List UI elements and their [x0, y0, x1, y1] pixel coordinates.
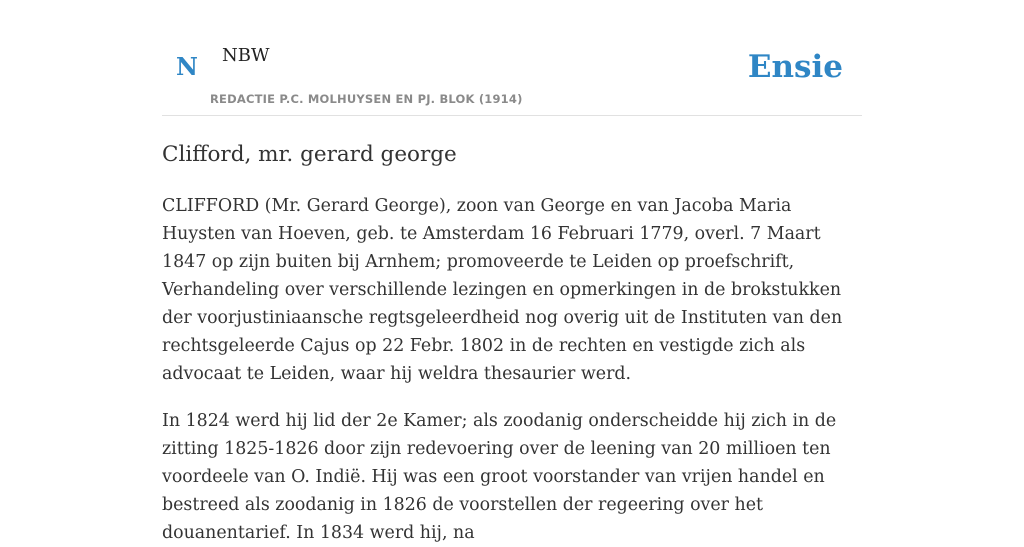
article-paragraph-2: In 1824 werd hij lid der 2e Kamer; als zoodanig onderscheidde hij zich in de zitting 1825-1826 door zijn redevoering over de leening van 20 millioen ten voordeele van O. Indië. Hij was een groot voorstander van vrijen handel en bestreed als zoodanig in 1826 de voorstellen der regeering over het douanentarief. In 1834 werd hij, na [162, 411, 837, 543]
article-paragraph-1: CLIFFORD (Mr. Gerard George), zoon van George en van Jacoba Maria Huysten van Hoeven, geb. te Amsterdam 16 Februari 1779, overl. 7 Maart 1847 op zijn buiten bij Arnhem; promoveerde te Leiden op proefschrift, Verhandeling over verschillende lezingen en opmerkingen in de brokstukken der voorjustiniaansche regtsgeleerdheid nog overig uit de Instituten van den rechtsgeleerde Cajus op 22 Febr. 1802 in de rechten en vestigde zich als advocaat te Leiden, waar hij weldra thesaurier werd. [162, 196, 843, 384]
page [162, 0, 862, 547]
page-title: Clifford, mr. gerard george [162, 142, 457, 167]
ensie-logo[interactable]: Ensie [747, 49, 843, 85]
editor-credit: REDACTIE P.C. MOLHUYSEN EN PJ. BLOK (1914) [210, 92, 523, 106]
header [162, 0, 862, 116]
work-title[interactable]: NBW [222, 45, 270, 66]
nbw-logo[interactable]: N [176, 52, 198, 81]
